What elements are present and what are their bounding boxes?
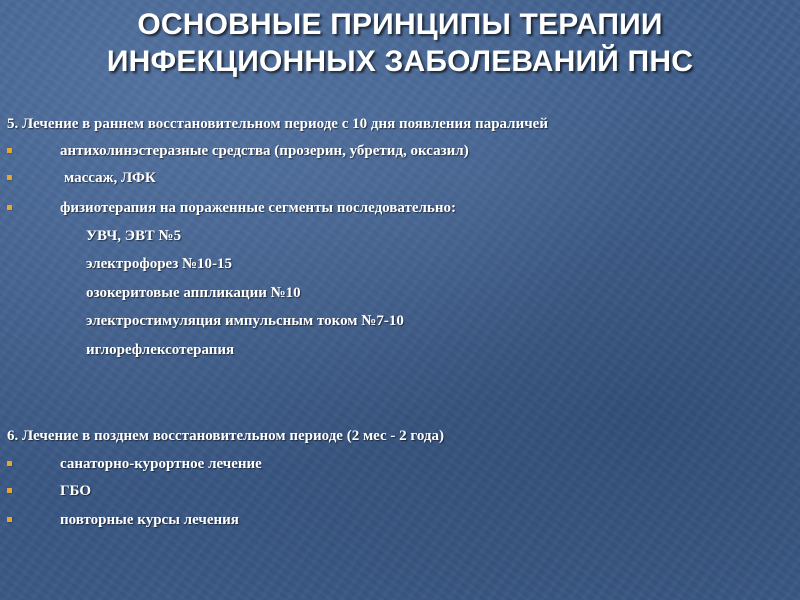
list-item-text: массаж, ЛФК	[64, 170, 156, 186]
list-item-text: повторные курсы лечения	[60, 512, 239, 528]
square-bullet-icon	[7, 461, 12, 466]
sub-list-item	[0, 252, 800, 276]
square-bullet-icon	[7, 148, 12, 153]
list-item	[0, 139, 800, 163]
sub-list-item	[0, 281, 800, 305]
sub-list-item-text: электростимуляция импульсным током №7-10	[86, 313, 404, 329]
list-item-text: санаторно-курортное лечение	[60, 456, 262, 472]
sub-list-item	[0, 338, 800, 362]
list-item	[0, 166, 800, 190]
square-bullet-icon	[7, 205, 12, 210]
sub-list-item	[0, 309, 800, 333]
list-item	[0, 452, 800, 476]
section-5-heading: 5. Лечение в раннем восстановительном периоде с 10 дня появления параличей	[7, 116, 548, 132]
section-6-heading-row	[0, 424, 800, 448]
list-item	[0, 196, 800, 220]
sub-list-item-text: электрофорез №10-15	[86, 256, 233, 272]
section-5-heading-row	[0, 112, 800, 136]
sub-list-item-text: УВЧ, ЭВТ №5	[86, 228, 182, 244]
square-bullet-icon	[7, 488, 12, 493]
list-item-text: антихолинэстеразные средства (прозерин, убретид, оксазил)	[60, 143, 469, 159]
slide-title	[0, 6, 800, 80]
list-item-text: ГБО	[60, 483, 92, 499]
sub-list-item	[0, 224, 800, 248]
title-line-2: ИНФЕКЦИОННЫХ ЗАБОЛЕВАНИЙ ПНС	[106, 45, 694, 78]
title-line-1: ОСНОВНЫЕ ПРИНЦИПЫ ТЕРАПИИ	[137, 8, 663, 41]
list-item-text: физиотерапия на пораженные сегменты последовательно:	[60, 200, 457, 216]
square-bullet-icon	[7, 517, 12, 522]
list-item	[0, 479, 800, 503]
section-6-heading: 6. Лечение в позднем восстановительном периоде (2 мес - 2 года)	[7, 428, 444, 444]
sub-list-item-text: иглорефлексотерапия	[86, 342, 235, 358]
list-item	[0, 508, 800, 532]
square-bullet-icon	[7, 175, 12, 180]
sub-list-item-text: озокеритовые аппликации №10	[86, 285, 301, 301]
